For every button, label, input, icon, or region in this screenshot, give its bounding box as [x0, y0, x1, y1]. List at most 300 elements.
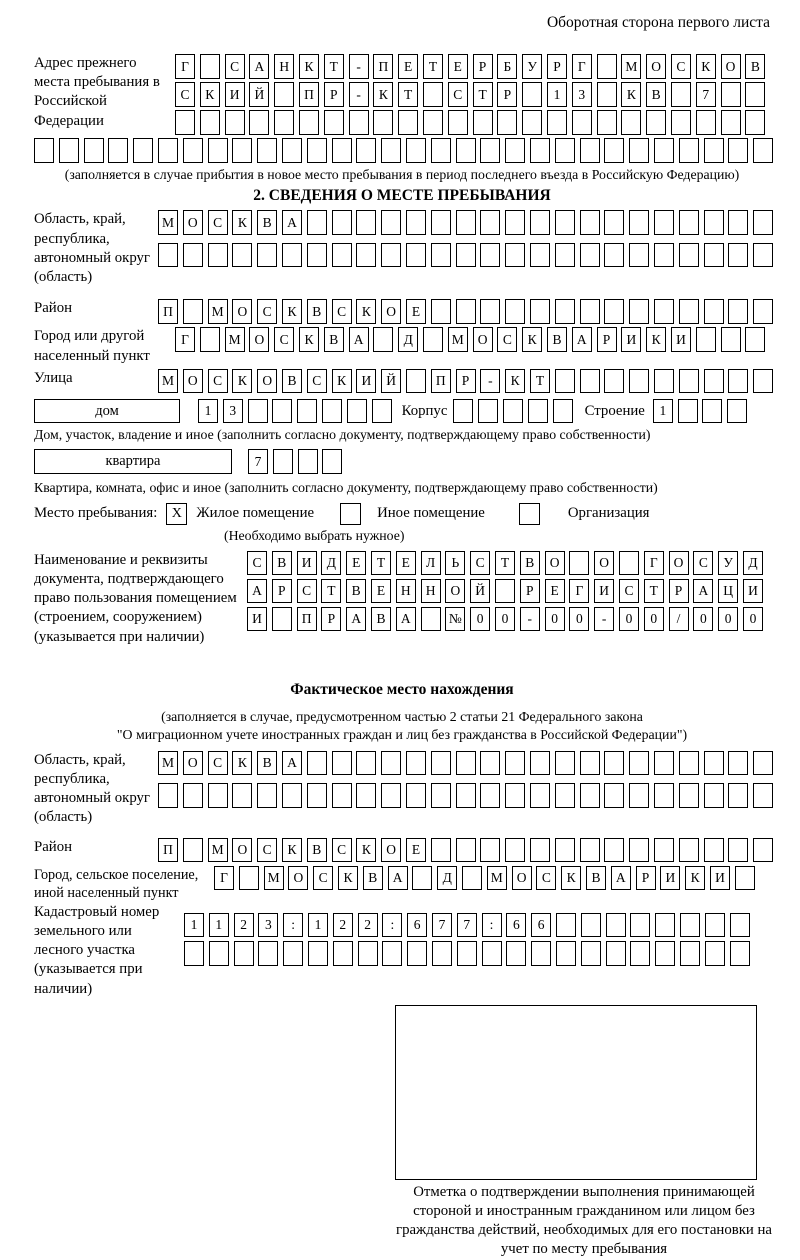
char-box[interactable]: А [247, 579, 267, 604]
char-box[interactable]: К [200, 82, 220, 107]
char-box[interactable]: О [669, 551, 689, 576]
char-box[interactable]: П [431, 369, 451, 394]
char-box[interactable]: В [307, 299, 327, 324]
char-box[interactable] [381, 783, 401, 808]
char-box[interactable] [456, 243, 476, 268]
char-box[interactable] [728, 299, 748, 324]
char-box[interactable]: С [208, 751, 228, 776]
char-box[interactable] [580, 369, 600, 394]
char-box[interactable]: С [470, 551, 490, 576]
char-box[interactable] [555, 138, 575, 163]
char-box[interactable] [356, 210, 376, 235]
char-box[interactable]: П [299, 82, 319, 107]
char-box[interactable] [372, 399, 392, 424]
char-box[interactable]: К [685, 866, 705, 891]
char-box[interactable]: К [232, 751, 252, 776]
char-box[interactable] [721, 110, 741, 135]
char-box[interactable]: С [274, 327, 294, 352]
char-box[interactable] [679, 369, 699, 394]
char-box[interactable]: Л [421, 551, 441, 576]
char-box[interactable] [728, 783, 748, 808]
char-box[interactable] [282, 783, 302, 808]
char-box[interactable]: Т [321, 579, 341, 604]
char-box[interactable] [505, 751, 525, 776]
char-box[interactable] [629, 838, 649, 863]
char-box[interactable] [679, 138, 699, 163]
char-box[interactable] [704, 299, 724, 324]
char-box[interactable] [572, 110, 592, 135]
char-box[interactable]: 6 [506, 913, 526, 938]
char-box[interactable]: 1 [653, 399, 673, 424]
char-box[interactable]: Е [371, 579, 391, 604]
char-box[interactable]: Е [346, 551, 366, 576]
char-box[interactable]: Р [547, 54, 567, 79]
char-box[interactable]: Г [175, 54, 195, 79]
char-box[interactable]: Т [398, 82, 418, 107]
char-box[interactable] [505, 299, 525, 324]
char-box[interactable] [728, 751, 748, 776]
char-box[interactable]: 0 [545, 607, 565, 632]
char-box[interactable] [373, 110, 393, 135]
char-box[interactable] [274, 110, 294, 135]
char-box[interactable] [158, 138, 178, 163]
char-box[interactable] [629, 243, 649, 268]
char-box[interactable] [432, 941, 452, 966]
char-box[interactable] [283, 941, 303, 966]
char-box[interactable]: 0 [718, 607, 738, 632]
char-box[interactable]: И [621, 327, 641, 352]
char-box[interactable] [480, 138, 500, 163]
char-box[interactable] [735, 866, 755, 891]
char-box[interactable] [671, 82, 691, 107]
char-box[interactable]: - [349, 54, 369, 79]
char-box[interactable] [629, 210, 649, 235]
char-box[interactable] [505, 243, 525, 268]
char-box[interactable] [232, 138, 252, 163]
char-box[interactable]: Ь [445, 551, 465, 576]
char-box[interactable]: - [594, 607, 614, 632]
char-box[interactable] [324, 110, 344, 135]
char-box[interactable] [721, 82, 741, 107]
char-box[interactable] [654, 838, 674, 863]
char-box[interactable] [580, 299, 600, 324]
char-box[interactable] [555, 838, 575, 863]
char-box[interactable] [273, 449, 293, 474]
char-box[interactable] [530, 299, 550, 324]
char-box[interactable]: Д [398, 327, 418, 352]
char-box[interactable] [630, 913, 650, 938]
char-box[interactable]: Д [321, 551, 341, 576]
char-box[interactable]: 2 [358, 913, 378, 938]
char-box[interactable] [456, 783, 476, 808]
char-box[interactable]: С [332, 299, 352, 324]
char-box[interactable] [307, 751, 327, 776]
char-box[interactable] [497, 110, 517, 135]
char-box[interactable] [680, 941, 700, 966]
char-box[interactable] [728, 210, 748, 235]
char-box[interactable]: К [356, 838, 376, 863]
char-box[interactable]: И [743, 579, 763, 604]
char-box[interactable] [456, 838, 476, 863]
char-box[interactable]: Е [396, 551, 416, 576]
char-box[interactable]: С [247, 551, 267, 576]
char-box[interactable] [332, 751, 352, 776]
char-box[interactable] [406, 751, 426, 776]
char-box[interactable] [728, 838, 748, 863]
char-box[interactable] [630, 941, 650, 966]
char-box[interactable] [307, 210, 327, 235]
char-box[interactable]: И [710, 866, 730, 891]
char-box[interactable]: О [721, 54, 741, 79]
char-box[interactable] [456, 299, 476, 324]
char-box[interactable]: Г [175, 327, 195, 352]
char-box[interactable]: В [363, 866, 383, 891]
char-box[interactable]: 1 [209, 913, 229, 938]
char-box[interactable] [569, 551, 589, 576]
char-box[interactable]: О [545, 551, 565, 576]
char-box[interactable] [456, 138, 476, 163]
char-box[interactable]: 0 [619, 607, 639, 632]
char-box[interactable]: Г [572, 54, 592, 79]
char-box[interactable]: К [232, 210, 252, 235]
char-box[interactable] [298, 449, 318, 474]
char-box[interactable]: Т [473, 82, 493, 107]
char-box[interactable] [453, 399, 473, 424]
char-box[interactable]: М [158, 210, 178, 235]
char-box[interactable]: М [208, 299, 228, 324]
char-box[interactable] [462, 866, 482, 891]
char-box[interactable] [412, 866, 432, 891]
char-box[interactable]: С [693, 551, 713, 576]
char-box[interactable]: Й [249, 82, 269, 107]
char-box[interactable] [480, 751, 500, 776]
char-box[interactable] [704, 369, 724, 394]
char-box[interactable] [555, 783, 575, 808]
char-box[interactable]: 0 [644, 607, 664, 632]
char-box[interactable] [604, 838, 624, 863]
char-box[interactable]: Г [214, 866, 234, 891]
char-box[interactable] [580, 783, 600, 808]
kvartira-type-field[interactable]: квартира [34, 449, 232, 474]
char-box[interactable] [356, 243, 376, 268]
char-box[interactable] [679, 243, 699, 268]
char-box[interactable]: - [480, 369, 500, 394]
char-box[interactable] [753, 751, 773, 776]
char-box[interactable] [431, 838, 451, 863]
char-box[interactable]: В [257, 210, 277, 235]
char-box[interactable] [704, 210, 724, 235]
char-box[interactable] [272, 607, 292, 632]
char-box[interactable] [373, 327, 393, 352]
char-box[interactable]: М [158, 369, 178, 394]
char-box[interactable] [604, 299, 624, 324]
char-box[interactable] [696, 327, 716, 352]
char-box[interactable]: И [297, 551, 317, 576]
char-box[interactable] [705, 941, 725, 966]
char-box[interactable] [704, 243, 724, 268]
char-box[interactable]: 1 [198, 399, 218, 424]
char-box[interactable] [406, 243, 426, 268]
char-box[interactable]: В [547, 327, 567, 352]
char-box[interactable] [629, 369, 649, 394]
char-box[interactable]: М [264, 866, 284, 891]
char-box[interactable]: Т [423, 54, 443, 79]
char-box[interactable]: К [232, 369, 252, 394]
char-box[interactable]: О [183, 210, 203, 235]
char-box[interactable] [482, 941, 502, 966]
char-box[interactable] [505, 838, 525, 863]
char-box[interactable] [382, 941, 402, 966]
char-box[interactable]: Е [448, 54, 468, 79]
char-box[interactable]: П [158, 299, 178, 324]
checkbox-org[interactable] [519, 503, 540, 525]
char-box[interactable] [272, 399, 292, 424]
char-box[interactable] [753, 369, 773, 394]
char-box[interactable] [704, 783, 724, 808]
char-box[interactable] [654, 783, 674, 808]
char-box[interactable]: К [505, 369, 525, 394]
char-box[interactable]: О [594, 551, 614, 576]
char-box[interactable] [232, 783, 252, 808]
char-box[interactable]: М [487, 866, 507, 891]
char-box[interactable] [431, 299, 451, 324]
char-box[interactable] [34, 138, 54, 163]
char-box[interactable]: Д [437, 866, 457, 891]
char-box[interactable] [495, 579, 515, 604]
char-box[interactable]: Р [456, 369, 476, 394]
char-box[interactable]: О [288, 866, 308, 891]
char-box[interactable]: П [158, 838, 178, 863]
char-box[interactable] [239, 866, 259, 891]
char-box[interactable]: В [346, 579, 366, 604]
char-box[interactable] [381, 138, 401, 163]
char-box[interactable] [696, 110, 716, 135]
char-box[interactable] [257, 243, 277, 268]
char-box[interactable]: С [619, 579, 639, 604]
char-box[interactable]: С [257, 299, 277, 324]
char-box[interactable] [183, 138, 203, 163]
char-box[interactable]: В [371, 607, 391, 632]
char-box[interactable]: И [225, 82, 245, 107]
char-box[interactable]: 1 [308, 913, 328, 938]
char-box[interactable]: 1 [547, 82, 567, 107]
char-box[interactable]: 3 [572, 82, 592, 107]
char-box[interactable] [332, 138, 352, 163]
char-box[interactable] [356, 783, 376, 808]
char-box[interactable]: К [299, 54, 319, 79]
char-box[interactable]: С [175, 82, 195, 107]
char-box[interactable]: Е [545, 579, 565, 604]
char-box[interactable] [528, 399, 548, 424]
char-box[interactable]: К [561, 866, 581, 891]
char-box[interactable] [406, 210, 426, 235]
char-box[interactable] [730, 913, 750, 938]
char-box[interactable] [431, 138, 451, 163]
char-box[interactable]: А [396, 607, 416, 632]
char-box[interactable] [606, 941, 626, 966]
char-box[interactable] [654, 138, 674, 163]
char-box[interactable] [745, 110, 765, 135]
char-box[interactable] [606, 913, 626, 938]
char-box[interactable] [208, 243, 228, 268]
char-box[interactable]: Ц [718, 579, 738, 604]
char-box[interactable]: О [232, 299, 252, 324]
char-box[interactable] [530, 783, 550, 808]
char-box[interactable]: С [257, 838, 277, 863]
char-box[interactable]: 1 [184, 913, 204, 938]
char-box[interactable] [333, 941, 353, 966]
char-box[interactable]: Р [597, 327, 617, 352]
char-box[interactable]: 7 [457, 913, 477, 938]
char-box[interactable] [505, 138, 525, 163]
char-box[interactable] [753, 299, 773, 324]
char-box[interactable]: М [225, 327, 245, 352]
char-box[interactable] [59, 138, 79, 163]
char-box[interactable]: Т [530, 369, 550, 394]
char-box[interactable]: К [373, 82, 393, 107]
char-box[interactable]: / [669, 607, 689, 632]
char-box[interactable] [84, 138, 104, 163]
char-box[interactable]: В [282, 369, 302, 394]
char-box[interactable]: О [381, 838, 401, 863]
char-box[interactable] [728, 243, 748, 268]
char-box[interactable] [581, 913, 601, 938]
char-box[interactable]: О [249, 327, 269, 352]
char-box[interactable] [721, 327, 741, 352]
char-box[interactable] [604, 783, 624, 808]
char-box[interactable] [480, 210, 500, 235]
char-box[interactable]: К [282, 838, 302, 863]
char-box[interactable] [505, 210, 525, 235]
char-box[interactable]: Р [669, 579, 689, 604]
char-box[interactable] [580, 138, 600, 163]
checkbox-inoe[interactable] [340, 503, 361, 525]
char-box[interactable] [654, 369, 674, 394]
char-box[interactable] [183, 838, 203, 863]
char-box[interactable] [249, 110, 269, 135]
char-box[interactable]: 6 [407, 913, 427, 938]
char-box[interactable] [704, 138, 724, 163]
char-box[interactable] [655, 913, 675, 938]
char-box[interactable] [580, 838, 600, 863]
checkbox-zhiloe[interactable]: X [166, 503, 187, 525]
char-box[interactable] [381, 243, 401, 268]
char-box[interactable] [108, 138, 128, 163]
char-box[interactable] [680, 913, 700, 938]
char-box[interactable] [679, 751, 699, 776]
char-box[interactable]: С [313, 866, 333, 891]
char-box[interactable] [531, 941, 551, 966]
char-box[interactable]: Б [497, 54, 517, 79]
char-box[interactable] [654, 243, 674, 268]
char-box[interactable]: Е [398, 54, 418, 79]
char-box[interactable] [555, 243, 575, 268]
char-box[interactable]: Д [743, 551, 763, 576]
char-box[interactable] [381, 751, 401, 776]
char-box[interactable] [232, 243, 252, 268]
char-box[interactable]: А [282, 210, 302, 235]
char-box[interactable] [183, 299, 203, 324]
char-box[interactable]: Р [321, 607, 341, 632]
char-box[interactable]: И [660, 866, 680, 891]
char-box[interactable]: В [324, 327, 344, 352]
char-box[interactable] [555, 369, 575, 394]
char-box[interactable]: К [299, 327, 319, 352]
char-box[interactable]: : [382, 913, 402, 938]
char-box[interactable] [671, 110, 691, 135]
char-box[interactable]: К [621, 82, 641, 107]
char-box[interactable]: 2 [234, 913, 254, 938]
char-box[interactable]: 0 [743, 607, 763, 632]
char-box[interactable] [423, 110, 443, 135]
char-box[interactable] [332, 210, 352, 235]
char-box[interactable]: О [473, 327, 493, 352]
char-box[interactable] [133, 138, 153, 163]
char-box[interactable] [506, 941, 526, 966]
char-box[interactable] [530, 751, 550, 776]
char-box[interactable]: 3 [258, 913, 278, 938]
char-box[interactable]: П [373, 54, 393, 79]
char-box[interactable] [332, 243, 352, 268]
char-box[interactable]: У [718, 551, 738, 576]
char-box[interactable] [522, 82, 542, 107]
char-box[interactable]: : [283, 913, 303, 938]
char-box[interactable] [248, 399, 268, 424]
char-box[interactable] [456, 210, 476, 235]
char-box[interactable]: 0 [569, 607, 589, 632]
char-box[interactable] [282, 138, 302, 163]
char-box[interactable] [580, 751, 600, 776]
char-box[interactable] [555, 210, 575, 235]
char-box[interactable] [530, 138, 550, 163]
char-box[interactable]: И [671, 327, 691, 352]
char-box[interactable]: А [693, 579, 713, 604]
char-box[interactable] [423, 327, 443, 352]
char-box[interactable]: К [696, 54, 716, 79]
char-box[interactable]: К [646, 327, 666, 352]
char-box[interactable] [480, 299, 500, 324]
char-box[interactable] [257, 138, 277, 163]
char-box[interactable]: К [332, 369, 352, 394]
char-box[interactable] [431, 783, 451, 808]
char-box[interactable] [745, 327, 765, 352]
char-box[interactable] [423, 82, 443, 107]
char-box[interactable] [307, 138, 327, 163]
char-box[interactable] [297, 399, 317, 424]
char-box[interactable]: 7 [248, 449, 268, 474]
char-box[interactable] [530, 243, 550, 268]
char-box[interactable] [654, 210, 674, 235]
char-box[interactable]: П [297, 607, 317, 632]
char-box[interactable] [522, 110, 542, 135]
char-box[interactable]: Е [406, 838, 426, 863]
char-box[interactable] [753, 243, 773, 268]
char-box[interactable] [619, 551, 639, 576]
char-box[interactable]: К [282, 299, 302, 324]
char-box[interactable] [234, 941, 254, 966]
char-box[interactable] [347, 399, 367, 424]
char-box[interactable]: Т [644, 579, 664, 604]
char-box[interactable]: Т [324, 54, 344, 79]
char-box[interactable] [704, 838, 724, 863]
char-box[interactable] [629, 138, 649, 163]
char-box[interactable] [381, 210, 401, 235]
char-box[interactable]: Т [495, 551, 515, 576]
char-box[interactable]: Е [406, 299, 426, 324]
char-box[interactable] [299, 110, 319, 135]
char-box[interactable] [421, 607, 441, 632]
char-box[interactable] [456, 751, 476, 776]
